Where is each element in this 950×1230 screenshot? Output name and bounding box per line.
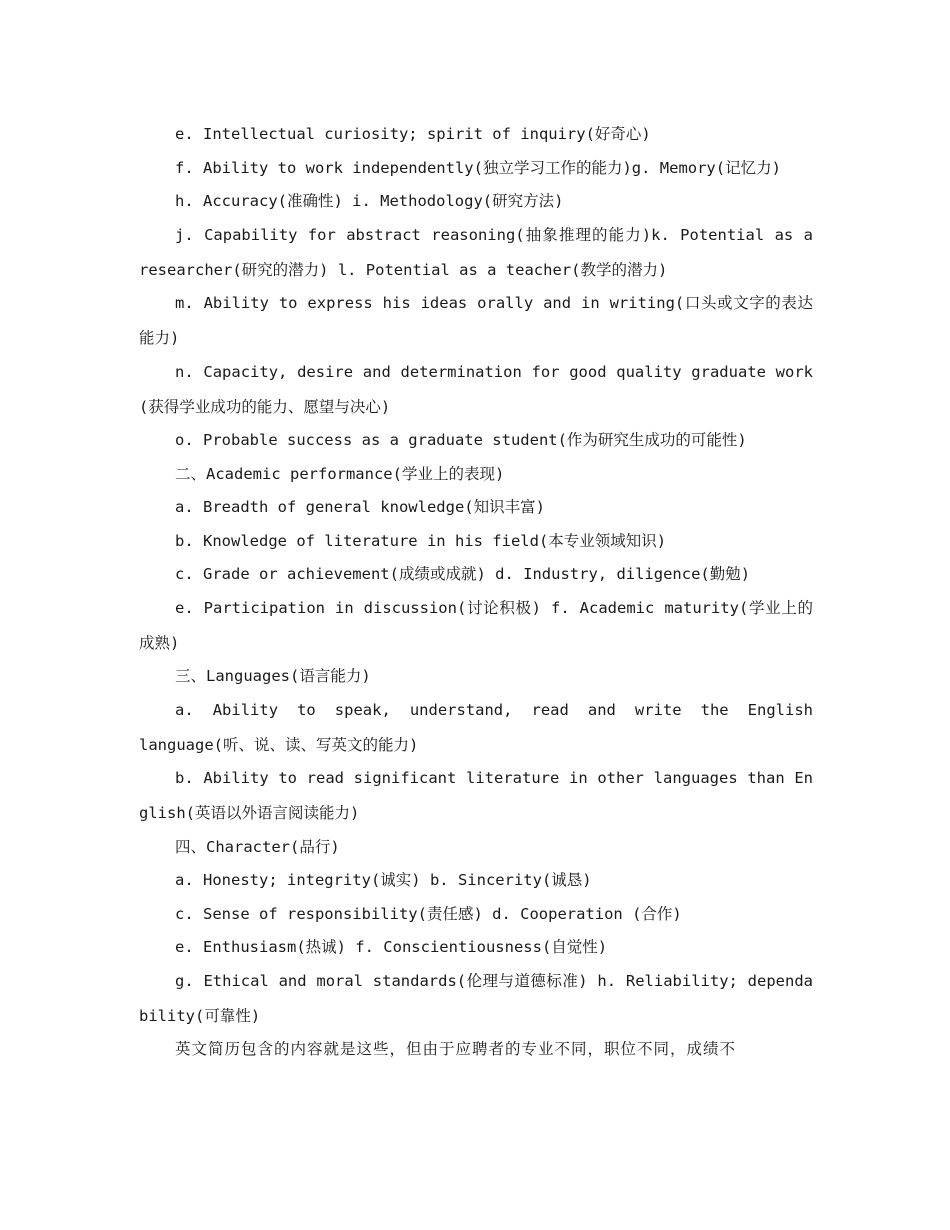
section-heading-languages: 三、Languages(语言能力)	[175, 667, 371, 685]
paragraph-probable-success: o. Probable success as a graduate student(作为研究生成功的可能性)	[175, 431, 747, 449]
paragraph-intellectual-curiosity: e. Intellectual curiosity; spirit of inquiry(好奇心)	[175, 125, 651, 143]
paragraph-participation-maturity: e. Participation in discussion(讨论积极) f. Academic maturity(学业上的成熟)	[139, 598, 813, 652]
paragraph-summary: 英文简历包含的内容就是这些，但由于应聘者的专业不同，职位不同，成绩不	[175, 1040, 737, 1058]
paragraph-literature-knowledge: b. Knowledge of literature in his field(本专业领域知识)	[175, 531, 667, 550]
paragraph-english-ability: a. Ability to speak, understand, read and write the English language(听、说、读、写英文的能力)	[139, 700, 831, 754]
paragraph-grade-industry: c. Grade or achievement(成绩或成就) d. Industry, diligence(勤勉)	[175, 565, 751, 583]
paragraph-accuracy: h. Accuracy(准确性) i. Methodology(研究方法)	[175, 192, 564, 210]
paragraph-express-ideas: m. Ability to express his ideas orally and in writing(口头或文字的表达能力)	[139, 294, 813, 347]
paragraph-other-languages: b. Ability to read significant literature in other languages than English(英语以外语言阅读能力)	[139, 769, 813, 822]
paragraph-general-knowledge: a. Breadth of general knowledge(知识丰富)	[175, 498, 545, 516]
paragraph-work-independently: f. Ability to work independently(独立学习工作的能力)g. Memory(记忆力)	[175, 158, 781, 177]
paragraph-ethical-reliability: g. Ethical and moral standards(伦理与道德标准) h. Reliability; dependability(可靠性)	[139, 971, 813, 1025]
section-heading-academic-performance: 二、Academic performance(学业上的表现)	[175, 464, 505, 483]
paragraph-capacity-desire: n. Capacity, desire and determination for good quality graduate work(获得学业成功的能力、愿望与决心)	[139, 362, 813, 416]
section-heading-character: 四、Character(品行)	[175, 837, 340, 856]
paragraph-responsibility-cooperation: c. Sense of responsibility(责任感) d. Cooperation (合作)	[175, 904, 682, 923]
paragraph-honesty-sincerity: a. Honesty; integrity(诚实) b. Sincerity(诚恳)	[175, 871, 592, 889]
document-body	[139, 117, 831, 1066]
paragraph-enthusiasm-conscientiousness: e. Enthusiasm(热诚) f. Conscientiousness(自觉性)	[175, 938, 608, 956]
paragraph-abstract-reasoning: j. Capability for abstract reasoning(抽象推理的能力)k. Potential as a researcher(研究的潜力) l. Potential as a teacher(教学的潜力)	[139, 225, 823, 279]
